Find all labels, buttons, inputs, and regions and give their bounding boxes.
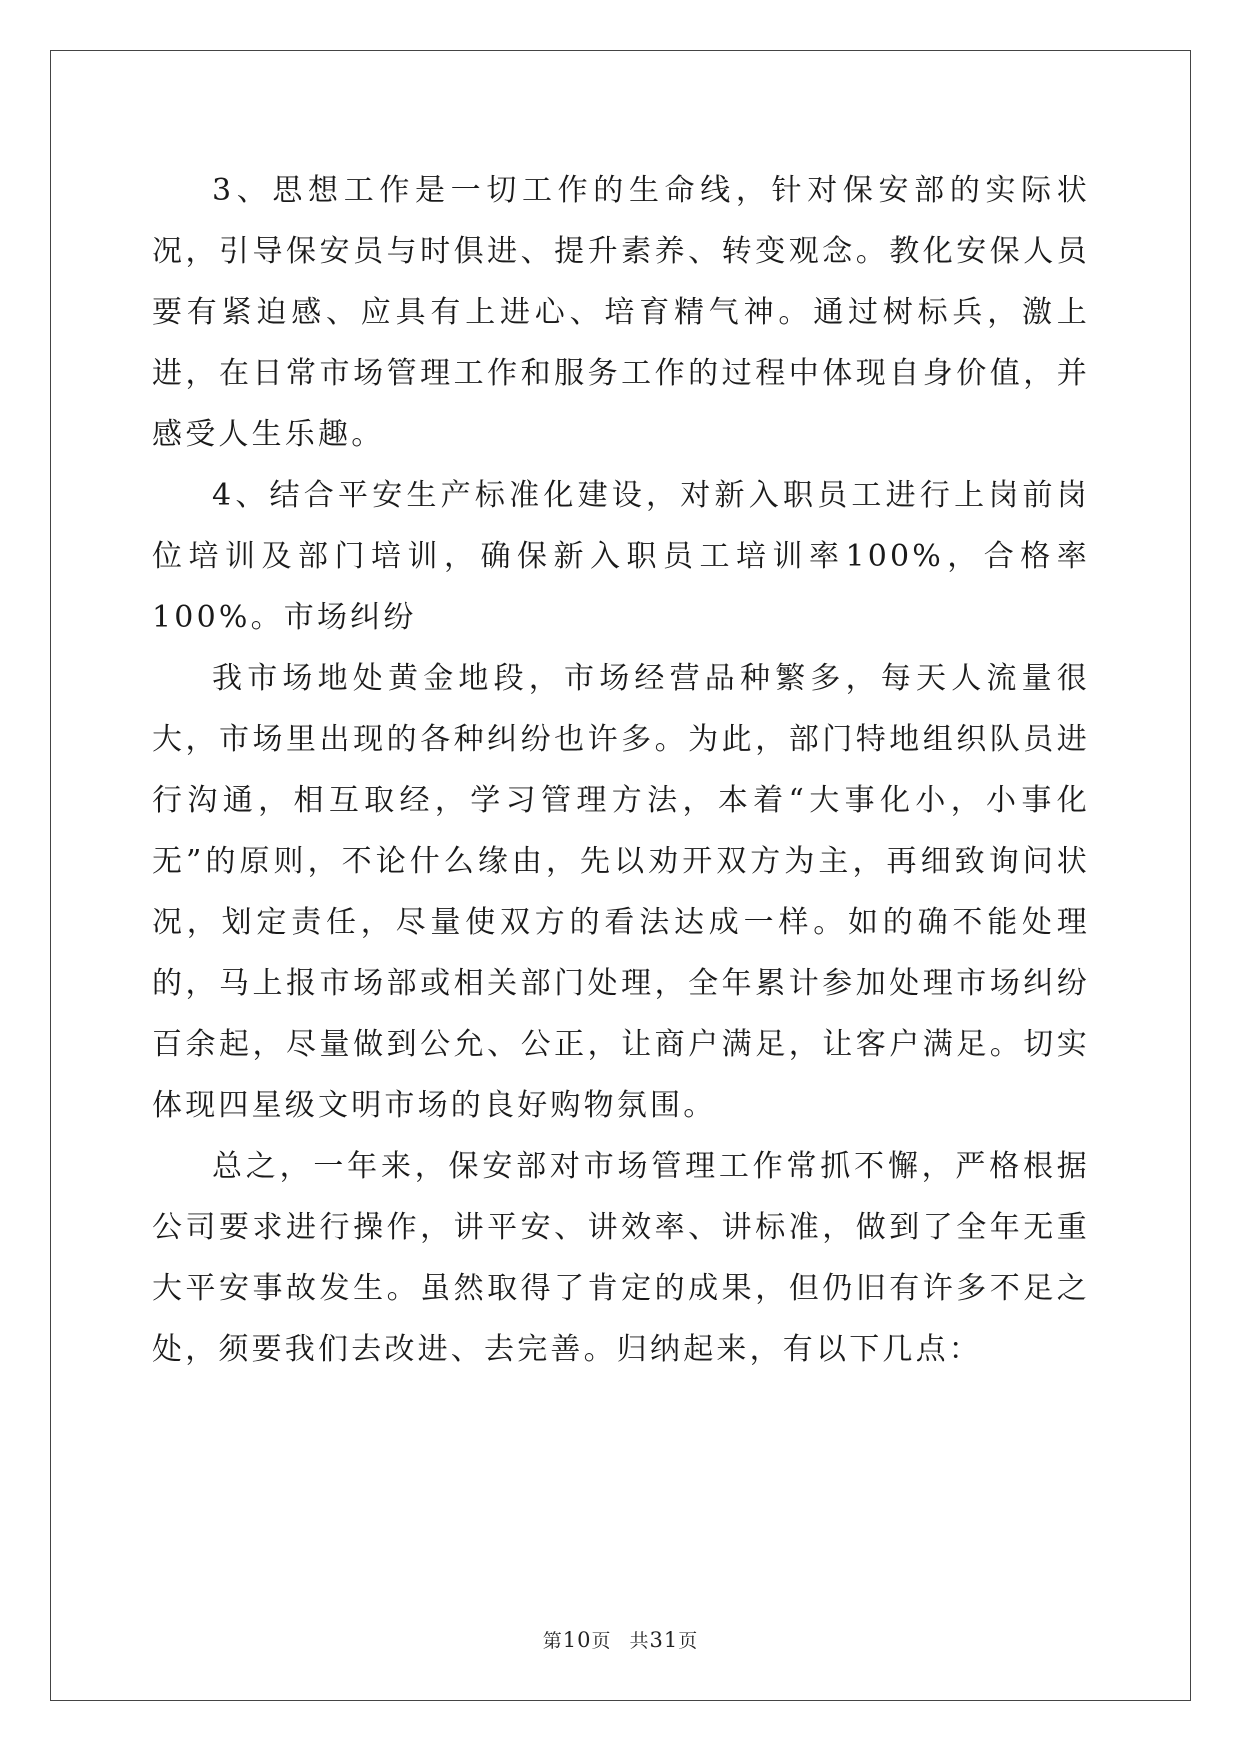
paragraph-3: 我市场地处黄金地段，市场经营品种繁多，每天人流量很大，市场里出现的各种纠纷也许多。为此，部门特地组织队员进行沟通，相互取经，学习管理方法，本着“大事化小，小事化无”的原则，不论什么缘由，先以劝开双方为主，再细致询问状况，划定责任，尽量使双方的看法达成一样。如的确不能处理的，马上报市场部或相关部门处理，全年累计参加处理市场纠纷百余起，尽量做到公允、公正，让商户满足，让客户满足。切实体现四星级文明市场的良好购物氛围。	[152, 661, 1090, 1123]
paragraph-1: 3、思想工作是一切工作的生命线，针对保安部的实际状况，引导保安员与时俱进、提升素养、转变观念。教化安保人员要有紧迫感、应具有上进心、培育精气神。通过树标兵，激上进，在日常市场管理工作和服务工作的过程中体现自身价值，并感受人生乐趣。	[152, 173, 1090, 452]
page-current: 10	[562, 1628, 592, 1652]
page-footer	[0, 1626, 1241, 1653]
page-prefix: 第	[542, 1630, 563, 1652]
paragraph-4: 总之，一年来，保安部对市场管理工作常抓不懈，严格根据公司要求进行操作，讲平安、讲效率、讲标准，做到了全年无重大平安事故发生。虽然取得了肯定的成果，但仍旧有许多不足之处，须要我们去改进、去完善。归纳起来，有以下几点：	[152, 1149, 1090, 1367]
paragraph-2: 4、结合平安生产标准化建设，对新入职员工进行上岗前岗位培训及部门培训，确保新入职员工培训率100%，合格率100%。市场纠纷	[152, 478, 1090, 635]
total-suffix: 页	[678, 1630, 699, 1652]
page-total: 31	[649, 1628, 679, 1652]
page-mid: 页	[591, 1630, 612, 1652]
document-body	[152, 160, 1090, 1380]
total-prefix: 共	[629, 1630, 650, 1652]
